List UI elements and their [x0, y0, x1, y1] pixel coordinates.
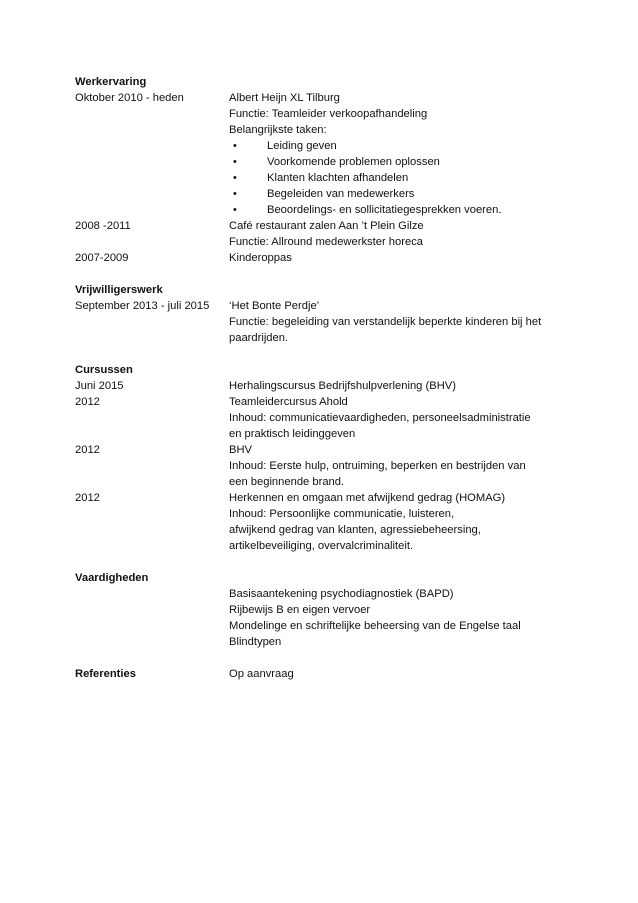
- volunteer-org: ‘Het Bonte Perdje’: [229, 300, 320, 312]
- task-text: Klanten klachten afhandelen: [267, 172, 409, 184]
- course-content: een beginnende brand.: [229, 476, 345, 488]
- course-date: 2012: [75, 444, 100, 456]
- job-period: Oktober 2010 - heden: [75, 92, 184, 104]
- course-content: artikelbeveiliging, overvalcriminaliteit.: [229, 540, 414, 552]
- bullet-icon: •: [233, 204, 237, 216]
- course-name: Herhalingscursus Bedrijfshulpverlening (BHV): [229, 380, 456, 392]
- task-text: Begeleiden van medewerkers: [267, 188, 415, 200]
- task-item: [229, 186, 575, 202]
- job-tasks-label: Belangrijkste taken:: [229, 124, 327, 136]
- course-entry: [75, 442, 575, 490]
- course-date: 2012: [75, 396, 100, 408]
- skill-item: Mondelinge en schriftelijke beheersing van de Engelse taal: [229, 620, 521, 632]
- job-period: 2008 -2011: [75, 220, 131, 232]
- course-content: Inhoud: communicatievaardigheden, personeelsadministratie: [229, 412, 531, 424]
- job-function: Functie: Allround medewerkster horeca: [229, 236, 424, 248]
- course-name: BHV: [229, 444, 253, 456]
- bullet-icon: •: [233, 172, 237, 184]
- job-entry: [75, 250, 575, 266]
- bullet-icon: •: [233, 156, 237, 168]
- bullet-icon: •: [233, 140, 237, 152]
- task-text: Leiding geven: [267, 140, 337, 152]
- course-content: en praktisch leidinggeven: [229, 428, 356, 440]
- job-entry: [75, 90, 575, 218]
- course-date: Juni 2015: [75, 380, 124, 392]
- course-entry: [75, 394, 575, 442]
- job-employer: Kinderoppas: [229, 252, 292, 264]
- section-title-vrijwilligerswerk: Vrijwilligerswerk: [75, 284, 163, 296]
- skills-entry: [75, 586, 575, 650]
- volunteer-period: September 2013 - juli 2015: [75, 300, 210, 312]
- course-content: Inhoud: Persoonlijke communicatie, luisteren,: [229, 508, 455, 520]
- volunteer-entry: [75, 298, 575, 346]
- task-list: [229, 138, 575, 218]
- references-entry: [75, 666, 575, 682]
- section-title-cursussen: Cursussen: [75, 364, 133, 376]
- skill-item: Basisaantekening psychodiagnostiek (BAPD): [229, 588, 454, 600]
- course-date: 2012: [75, 492, 100, 504]
- job-function: Functie: Teamleider verkoopafhandeling: [229, 108, 428, 120]
- skill-item: Rijbewijs B en eigen vervoer: [229, 604, 371, 616]
- cv-page: [75, 74, 575, 682]
- skill-item: Blindtypen: [229, 636, 282, 648]
- section-title-vaardigheden: Vaardigheden: [75, 572, 149, 584]
- section-title-referenties: Referenties: [75, 668, 136, 680]
- section-title-werkervaring: Werkervaring: [75, 76, 147, 88]
- references-value: Op aanvraag: [229, 668, 294, 680]
- course-name: Teamleidercursus Ahold: [229, 396, 348, 408]
- task-item: [229, 202, 575, 218]
- task-text: Beoordelings- en sollicitatiegesprekken voeren.: [267, 204, 502, 216]
- task-item: [229, 170, 575, 186]
- job-employer: Albert Heijn XL Tilburg: [229, 92, 340, 104]
- job-employer: Café restaurant zalen Aan ’t Plein Gilze: [229, 220, 424, 232]
- course-entry: [75, 490, 575, 554]
- task-item: [229, 154, 575, 170]
- volunteer-function: Functie: begeleiding van verstandelijk beperkte kinderen bij het: [229, 316, 542, 328]
- job-entry: [75, 218, 575, 250]
- task-text: Voorkomende problemen oplossen: [267, 156, 440, 168]
- course-entry: [75, 378, 575, 394]
- volunteer-function-cont: paardrijden.: [229, 332, 289, 344]
- course-content: Inhoud: Eerste hulp, ontruiming, beperken en bestrijden van: [229, 460, 526, 472]
- job-period: 2007-2009: [75, 252, 129, 264]
- course-name: Herkennen en omgaan met afwijkend gedrag (HOMAG): [229, 492, 506, 504]
- course-content: afwijkend gedrag van klanten, agressiebeheersing,: [229, 524, 481, 536]
- bullet-icon: •: [233, 188, 237, 200]
- task-item: [229, 138, 575, 154]
